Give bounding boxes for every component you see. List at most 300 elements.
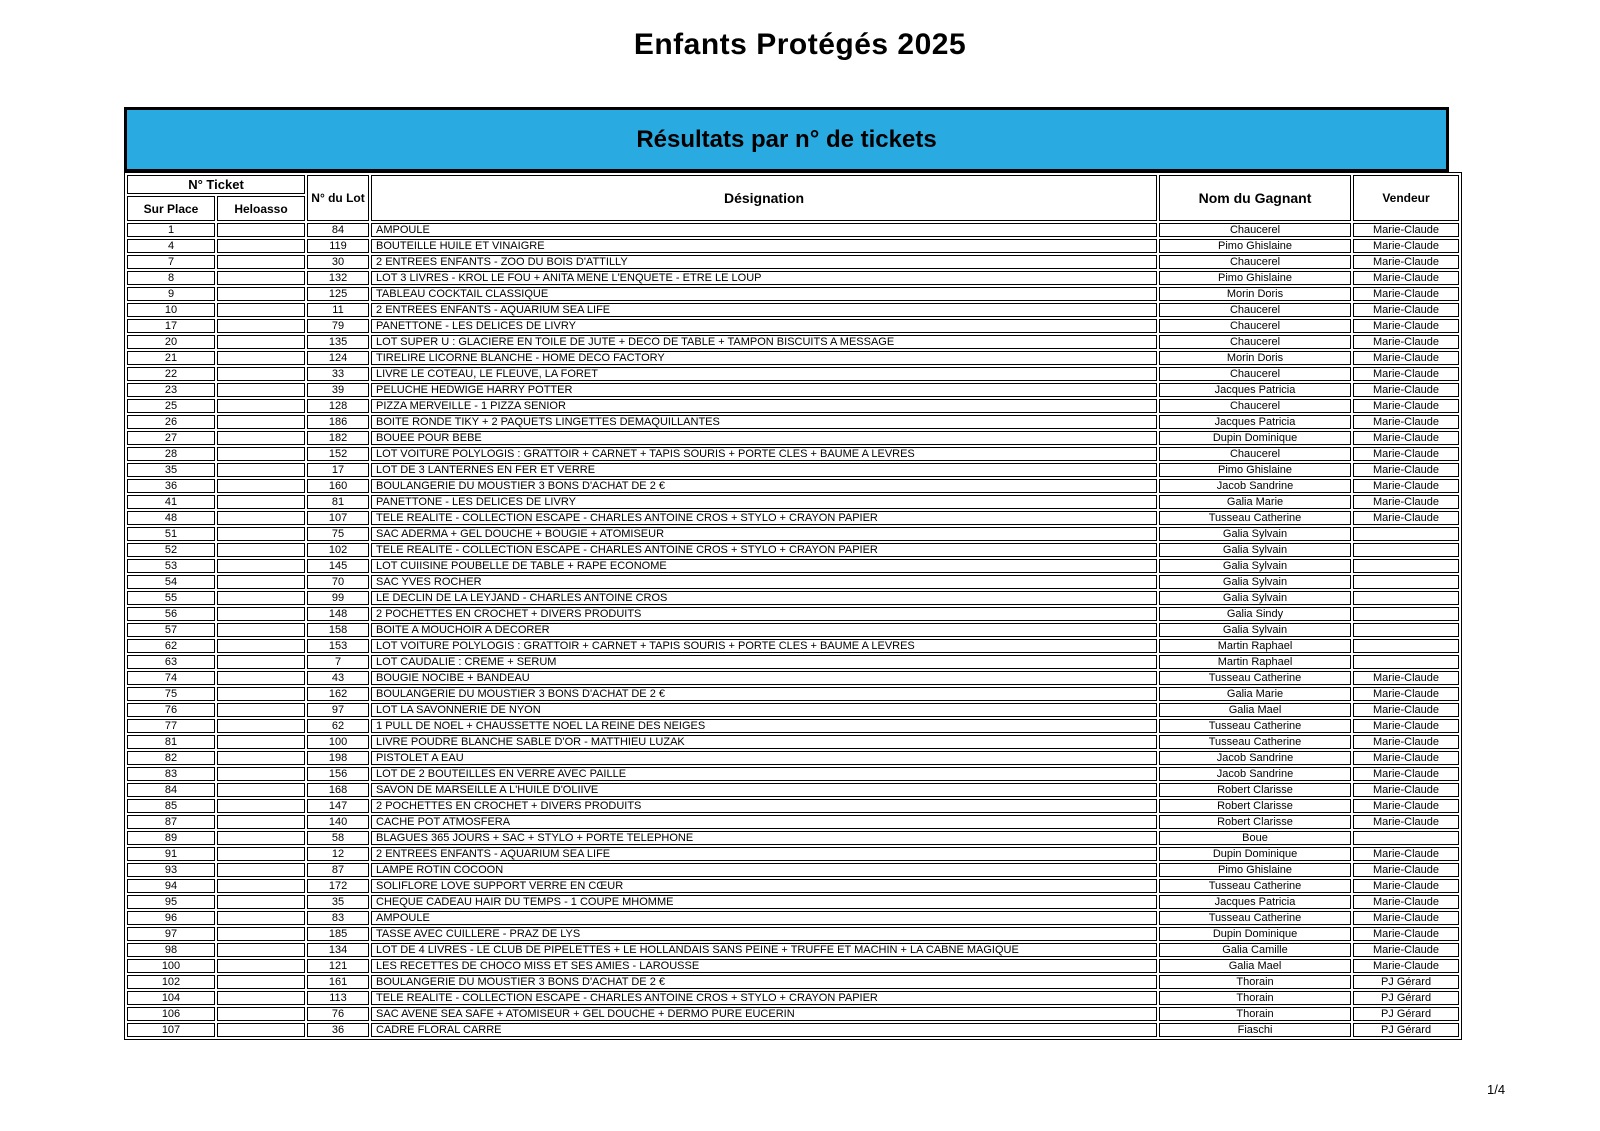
cell-sur-place: 76 [127,703,215,717]
table-row [127,703,1459,717]
cell-vendeur: Marie-Claude [1353,447,1459,461]
cell-designation: TELE REALITE - COLLECTION ESCAPE - CHARLES ANTOINE CROS + STYLO + CRAYON PAPIER [371,543,1157,557]
cell-designation: LOT DE 4 LIVRES - LE CLUB DE PIPELETTES + LE HOLLANDAIS SANS PEINE + TRUFFE ET MACHIN + LA CABNE MAGIQUE [371,943,1157,957]
cell-lot: 62 [307,719,369,733]
cell-lot: 99 [307,591,369,605]
cell-sur-place: 74 [127,671,215,685]
table-row [127,511,1459,525]
cell-gagnant: Boue [1159,831,1351,845]
cell-lot: 128 [307,399,369,413]
results-table-header [127,175,1459,221]
results-table-body [127,223,1459,1037]
cell-lot: 7 [307,655,369,669]
cell-designation: BOITE A MOUCHOIR A DECORER [371,623,1157,637]
cell-lot: 124 [307,351,369,365]
cell-gagnant: Galia Mael [1159,959,1351,973]
cell-sur-place: 51 [127,527,215,541]
cell-vendeur: Marie-Claude [1353,463,1459,477]
cell-gagnant: Robert Clarisse [1159,815,1351,829]
cell-heloasso [217,271,305,285]
cell-vendeur [1353,623,1459,637]
cell-sur-place: 94 [127,879,215,893]
table-row [127,559,1459,573]
cell-lot: 119 [307,239,369,253]
cell-lot: 107 [307,511,369,525]
cell-heloasso [217,879,305,893]
table-row [127,767,1459,781]
cell-vendeur: Marie-Claude [1353,863,1459,877]
results-table [124,172,1462,1040]
cell-lot: 12 [307,847,369,861]
cell-heloasso [217,399,305,413]
cell-vendeur: Marie-Claude [1353,271,1459,285]
table-row [127,495,1459,509]
cell-designation: LOT SUPER U : GLACIERE EN TOILE DE JUTE + DECO DE TABLE + TAMPON BISCUITS A MESSAGE [371,335,1157,349]
cell-gagnant: Dupin Dominique [1159,431,1351,445]
cell-heloasso [217,767,305,781]
table-row [127,351,1459,365]
cell-designation: AMPOULE [371,911,1157,925]
cell-vendeur: Marie-Claude [1353,895,1459,909]
cell-heloasso [217,239,305,253]
cell-sur-place: 54 [127,575,215,589]
cell-heloasso [217,431,305,445]
cell-sur-place: 63 [127,655,215,669]
table-row [127,671,1459,685]
cell-vendeur: Marie-Claude [1353,767,1459,781]
cell-lot: 160 [307,479,369,493]
cell-heloasso [217,367,305,381]
table-row [127,639,1459,653]
cell-sur-place: 97 [127,927,215,941]
cell-vendeur: Marie-Claude [1353,335,1459,349]
cell-gagnant: Chaucerel [1159,335,1351,349]
cell-vendeur [1353,831,1459,845]
cell-gagnant: Chaucerel [1159,303,1351,317]
cell-heloasso [217,639,305,653]
cell-gagnant: Jacob Sandrine [1159,767,1351,781]
column-header-vendeur: Vendeur [1353,175,1459,221]
cell-lot: 168 [307,783,369,797]
cell-designation: PIZZA MERVEILLE - 1 PIZZA SENIOR [371,399,1157,413]
cell-designation: LOT DE 3 LANTERNES EN FER ET VERRE [371,463,1157,477]
page-title: Enfants Protégés 2025 [633,28,967,61]
cell-gagnant: Galia Sylvain [1159,527,1351,541]
cell-sur-place: 75 [127,687,215,701]
cell-lot: 161 [307,975,369,989]
cell-gagnant: Morin Doris [1159,287,1351,301]
cell-lot: 147 [307,799,369,813]
cell-vendeur: PJ Gérard [1353,991,1459,1005]
cell-lot: 87 [307,863,369,877]
cell-lot: 17 [307,463,369,477]
cell-heloasso [217,495,305,509]
cell-sur-place: 102 [127,975,215,989]
cell-gagnant: Chaucerel [1159,223,1351,237]
cell-lot: 185 [307,927,369,941]
cell-heloasso [217,575,305,589]
cell-designation: 2 POCHETTES EN CROCHET + DIVERS PRODUITS [371,607,1157,621]
cell-vendeur: Marie-Claude [1353,479,1459,493]
cell-heloasso [217,815,305,829]
cell-vendeur: Marie-Claude [1353,303,1459,317]
cell-sur-place: 84 [127,783,215,797]
cell-designation: BOUTEILLE HUILE ET VINAIGRE [371,239,1157,253]
cell-vendeur [1353,543,1459,557]
cell-vendeur: Marie-Claude [1353,719,1459,733]
table-row [127,287,1459,301]
cell-sur-place: 77 [127,719,215,733]
cell-heloasso [217,991,305,1005]
cell-heloasso [217,719,305,733]
cell-gagnant: Tusseau Catherine [1159,671,1351,685]
cell-vendeur [1353,591,1459,605]
cell-vendeur [1353,559,1459,573]
cell-vendeur: Marie-Claude [1353,367,1459,381]
cell-vendeur: Marie-Claude [1353,927,1459,941]
cell-lot: 97 [307,703,369,717]
table-row [127,1007,1459,1021]
cell-designation: TIRELIRE LICORNE BLANCHE - HOME DECO FACTORY [371,351,1157,365]
cell-designation: LOT CUIISINE POUBELLE DE TABLE + RAPE ECONOME [371,559,1157,573]
cell-gagnant: Chaucerel [1159,367,1351,381]
cell-designation: TELE REALITE - COLLECTION ESCAPE - CHARLES ANTOINE CROS + STYLO + CRAYON PAPIER [371,511,1157,525]
table-row [127,623,1459,637]
cell-designation: SAC AVENE SEA SAFE + ATOMISEUR + GEL DOUCHE + DERMO PURE EUCERIN [371,1007,1157,1021]
cell-heloasso [217,559,305,573]
cell-sur-place: 20 [127,335,215,349]
table-row [127,959,1459,973]
cell-gagnant: Pimo Ghislaine [1159,463,1351,477]
cell-vendeur: Marie-Claude [1353,751,1459,765]
cell-vendeur: Marie-Claude [1353,351,1459,365]
cell-heloasso [217,607,305,621]
cell-sur-place: 55 [127,591,215,605]
table-row [127,895,1459,909]
cell-heloasso [217,463,305,477]
results-banner [124,107,1449,172]
cell-sur-place: 21 [127,351,215,365]
cell-sur-place: 41 [127,495,215,509]
cell-gagnant: Dupin Dominique [1159,927,1351,941]
cell-lot: 153 [307,639,369,653]
cell-lot: 35 [307,895,369,909]
cell-designation: LES RECETTES DE CHOCO MISS ET SES AMIES - LAROUSSE [371,959,1157,973]
table-row [127,271,1459,285]
cell-sur-place: 8 [127,271,215,285]
cell-designation: CACHE POT ATMOSFERA [371,815,1157,829]
cell-vendeur: PJ Gérard [1353,1007,1459,1021]
cell-vendeur [1353,607,1459,621]
column-header-sur-place: Sur Place [127,196,215,221]
table-row [127,319,1459,333]
cell-lot: 36 [307,1023,369,1037]
cell-vendeur: Marie-Claude [1353,495,1459,509]
cell-lot: 70 [307,575,369,589]
table-row [127,687,1459,701]
cell-heloasso [217,671,305,685]
cell-lot: 132 [307,271,369,285]
results-banner-title: Résultats par n° de tickets [636,125,937,153]
table-row [127,335,1459,349]
cell-gagnant: Galia Sylvain [1159,591,1351,605]
cell-heloasso [217,591,305,605]
cell-designation: PANETTONE - LES DELICES DE LIVRY [371,495,1157,509]
cell-designation: SOLIFLORE LOVE SUPPORT VERRE EN CŒUR [371,879,1157,893]
cell-vendeur: PJ Gérard [1353,1023,1459,1037]
cell-designation: TABLEAU COCKTAIL CLASSIQUE [371,287,1157,301]
cell-heloasso [217,911,305,925]
table-row [127,463,1459,477]
cell-heloasso [217,863,305,877]
cell-lot: 140 [307,815,369,829]
cell-sur-place: 26 [127,415,215,429]
cell-lot: 145 [307,559,369,573]
cell-designation: 2 ENTREES ENFANTS - AQUARIUM SEA LIFE [371,303,1157,317]
cell-vendeur: Marie-Claude [1353,959,1459,973]
cell-sur-place: 36 [127,479,215,493]
cell-sur-place: 100 [127,959,215,973]
cell-sur-place: 10 [127,303,215,317]
cell-lot: 30 [307,255,369,269]
cell-sur-place: 85 [127,799,215,813]
cell-sur-place: 52 [127,543,215,557]
cell-gagnant: Martin Raphael [1159,639,1351,653]
cell-lot: 79 [307,319,369,333]
cell-sur-place: 48 [127,511,215,525]
cell-gagnant: Fiaschi [1159,1023,1351,1037]
cell-sur-place: 4 [127,239,215,253]
cell-lot: 43 [307,671,369,685]
cell-lot: 11 [307,303,369,317]
cell-heloasso [217,447,305,461]
cell-sur-place: 83 [127,767,215,781]
table-row [127,975,1459,989]
cell-vendeur: Marie-Claude [1353,287,1459,301]
cell-lot: 148 [307,607,369,621]
cell-lot: 172 [307,879,369,893]
cell-gagnant: Jacques Patricia [1159,895,1351,909]
cell-sur-place: 87 [127,815,215,829]
cell-gagnant: Tusseau Catherine [1159,911,1351,925]
table-row [127,543,1459,557]
cell-heloasso [217,415,305,429]
cell-designation: 2 ENTREES ENFANTS - ZOO DU BOIS D'ATTILLY [371,255,1157,269]
cell-vendeur: Marie-Claude [1353,735,1459,749]
cell-lot: 152 [307,447,369,461]
cell-heloasso [217,687,305,701]
cell-heloasso [217,895,305,909]
cell-sur-place: 91 [127,847,215,861]
cell-heloasso [217,943,305,957]
cell-gagnant: Dupin Dominique [1159,847,1351,861]
cell-gagnant: Jacques Patricia [1159,415,1351,429]
cell-gagnant: Tusseau Catherine [1159,719,1351,733]
cell-heloasso [217,383,305,397]
table-row [127,831,1459,845]
cell-gagnant: Morin Doris [1159,351,1351,365]
cell-gagnant: Galia Camille [1159,943,1351,957]
cell-designation: PANETTONE - LES DELICES DE LIVRY [371,319,1157,333]
table-row [127,735,1459,749]
cell-vendeur: Marie-Claude [1353,383,1459,397]
cell-heloasso [217,847,305,861]
cell-vendeur: Marie-Claude [1353,943,1459,957]
cell-designation: AMPOULE [371,223,1157,237]
cell-vendeur [1353,655,1459,669]
table-row [127,783,1459,797]
cell-vendeur: Marie-Claude [1353,703,1459,717]
table-row [127,655,1459,669]
cell-gagnant: Tusseau Catherine [1159,879,1351,893]
cell-gagnant: Robert Clarisse [1159,783,1351,797]
cell-sur-place: 96 [127,911,215,925]
cell-heloasso [217,319,305,333]
cell-lot: 162 [307,687,369,701]
cell-sur-place: 107 [127,1023,215,1037]
cell-gagnant: Chaucerel [1159,319,1351,333]
cell-vendeur: Marie-Claude [1353,847,1459,861]
cell-vendeur: Marie-Claude [1353,319,1459,333]
table-row [127,575,1459,589]
cell-designation: BOUEE POUR BEBE [371,431,1157,445]
cell-lot: 33 [307,367,369,381]
cell-heloasso [217,831,305,845]
cell-sur-place: 53 [127,559,215,573]
cell-heloasso [217,751,305,765]
cell-sur-place: 57 [127,623,215,637]
cell-heloasso [217,335,305,349]
cell-vendeur: Marie-Claude [1353,415,1459,429]
cell-vendeur: Marie-Claude [1353,815,1459,829]
cell-lot: 156 [307,767,369,781]
cell-sur-place: 25 [127,399,215,413]
cell-vendeur: Marie-Claude [1353,799,1459,813]
column-header-heloasso: Heloasso [217,196,305,221]
cell-designation: BOULANGERIE DU MOUSTIER 3 BONS D'ACHAT DE 2 € [371,479,1157,493]
cell-heloasso [217,927,305,941]
cell-sur-place: 23 [127,383,215,397]
cell-gagnant: Jacques Patricia [1159,383,1351,397]
cell-designation: BOITE RONDE TIKY + 2 PAQUETS LINGETTES DEMAQUILLANTES [371,415,1157,429]
cell-heloasso [217,543,305,557]
table-row [127,879,1459,893]
cell-gagnant: Galia Sylvain [1159,623,1351,637]
cell-designation: LE DECLIN DE LA LEYJAND - CHARLES ANTOINE CROS [371,591,1157,605]
table-row [127,255,1459,269]
table-row [127,415,1459,429]
cell-sur-place: 1 [127,223,215,237]
cell-heloasso [217,527,305,541]
cell-heloasso [217,1023,305,1037]
cell-gagnant: Galia Mael [1159,703,1351,717]
cell-sur-place: 62 [127,639,215,653]
cell-heloasso [217,735,305,749]
cell-gagnant: Galia Sylvain [1159,559,1351,573]
cell-heloasso [217,623,305,637]
cell-heloasso [217,975,305,989]
cell-lot: 102 [307,543,369,557]
cell-gagnant: Tusseau Catherine [1159,511,1351,525]
cell-gagnant: Pimo Ghislaine [1159,271,1351,285]
cell-lot: 100 [307,735,369,749]
cell-sur-place: 82 [127,751,215,765]
cell-lot: 186 [307,415,369,429]
cell-designation: CADRE FLORAL CARRE [371,1023,1157,1037]
cell-heloasso [217,303,305,317]
cell-gagnant: Chaucerel [1159,255,1351,269]
table-row [127,527,1459,541]
cell-vendeur [1353,639,1459,653]
cell-designation: LOT LA SAVONNERIE DE NYON [371,703,1157,717]
table-row [127,223,1459,237]
cell-designation: TELE REALITE - COLLECTION ESCAPE - CHARLES ANTOINE CROS + STYLO + CRAYON PAPIER [371,991,1157,1005]
cell-vendeur: Marie-Claude [1353,255,1459,269]
cell-vendeur: Marie-Claude [1353,239,1459,253]
cell-gagnant: Galia Marie [1159,495,1351,509]
cell-heloasso [217,351,305,365]
cell-lot: 134 [307,943,369,957]
cell-lot: 125 [307,287,369,301]
cell-designation: SAC ADERMA + GEL DOUCHE + BOUGIE + ATOMISEUR [371,527,1157,541]
table-row [127,943,1459,957]
table-row [127,863,1459,877]
results-sheet [124,107,1449,1040]
cell-lot: 84 [307,223,369,237]
table-row [127,431,1459,445]
cell-lot: 182 [307,431,369,445]
cell-vendeur: Marie-Claude [1353,783,1459,797]
cell-designation: BLAGUES 365 JOURS + SAC + STYLO + PORTE TELEPHONE [371,831,1157,845]
cell-gagnant: Galia Sindy [1159,607,1351,621]
cell-lot: 76 [307,1007,369,1021]
cell-designation: SAVON DE MARSEILLE A L'HUILE D'OLIIVE [371,783,1157,797]
table-row [127,911,1459,925]
cell-gagnant: Thorain [1159,975,1351,989]
table-row [127,591,1459,605]
cell-lot: 198 [307,751,369,765]
cell-vendeur: Marie-Claude [1353,431,1459,445]
column-header-designation: Désignation [371,175,1157,221]
cell-designation: LOT DE 2 BOUTEILLES EN VERRE AVEC PAILLE [371,767,1157,781]
cell-sur-place: 104 [127,991,215,1005]
cell-designation: PISTOLET A EAU [371,751,1157,765]
cell-heloasso [217,287,305,301]
cell-gagnant: Martin Raphael [1159,655,1351,669]
cell-gagnant: Thorain [1159,991,1351,1005]
cell-sur-place: 9 [127,287,215,301]
cell-sur-place: 106 [127,1007,215,1021]
cell-sur-place: 35 [127,463,215,477]
cell-gagnant: Galia Marie [1159,687,1351,701]
cell-vendeur: Marie-Claude [1353,511,1459,525]
table-row [127,751,1459,765]
table-row [127,239,1459,253]
cell-designation: LIVRE LE COTEAU, LE FLEUVE, LA FORET [371,367,1157,381]
cell-gagnant: Jacob Sandrine [1159,751,1351,765]
column-header-gagnant: Nom du Gagnant [1159,175,1351,221]
cell-gagnant: Chaucerel [1159,447,1351,461]
cell-heloasso [217,255,305,269]
cell-lot: 113 [307,991,369,1005]
cell-heloasso [217,223,305,237]
cell-designation: BOULANGERIE DU MOUSTIER 3 BONS D'ACHAT DE 2 € [371,687,1157,701]
table-row [127,847,1459,861]
cell-gagnant: Robert Clarisse [1159,799,1351,813]
table-row [127,447,1459,461]
cell-sur-place: 22 [127,367,215,381]
table-row [127,303,1459,317]
